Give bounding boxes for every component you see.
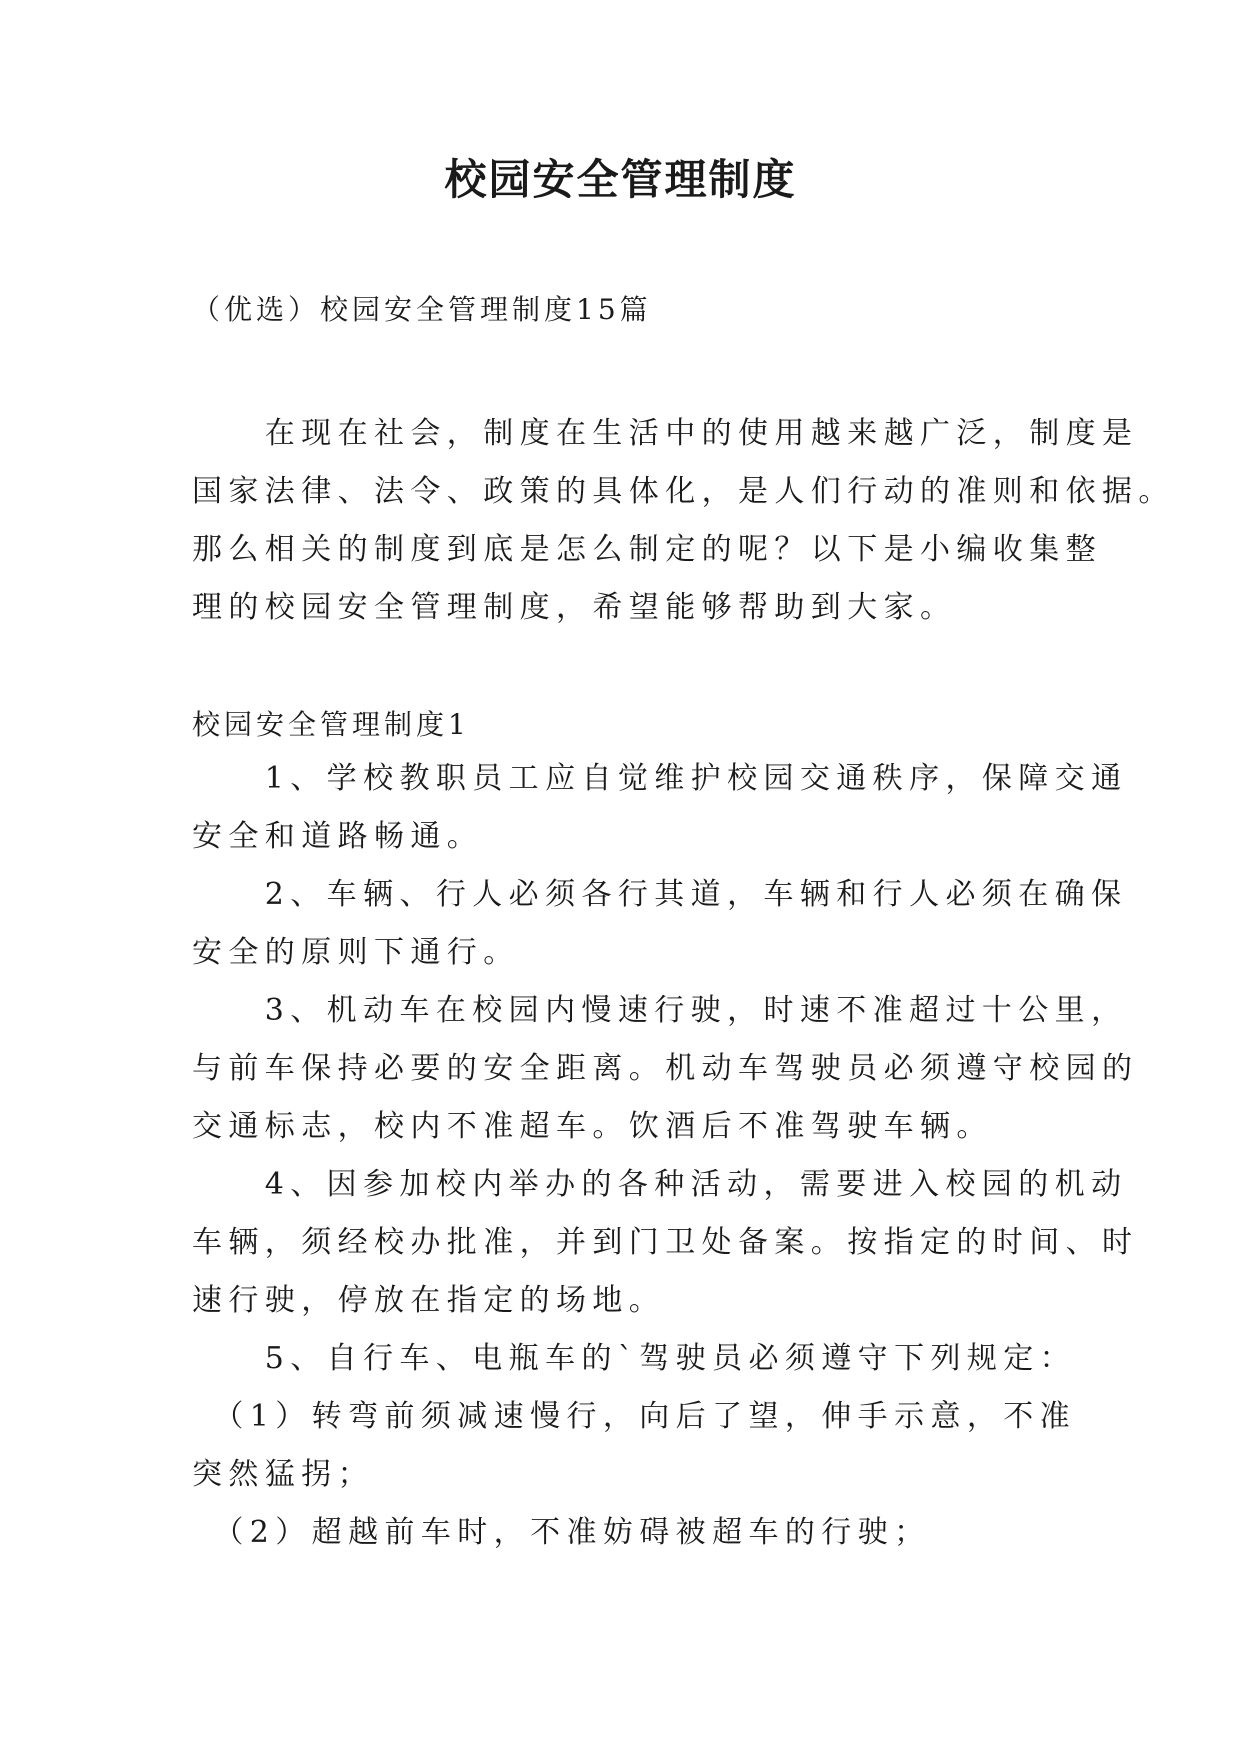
intro-paragraph bbox=[192, 405, 1175, 637]
rule-line: 安全的原则下通行。 bbox=[192, 935, 520, 970]
rule-line: 5、自行车、电瓶车的`驾驶员必须遵守下列规定： bbox=[192, 1341, 1077, 1376]
intro-line: 那么相关的制度到底是怎么制定的呢？以下是小编收集整 bbox=[192, 532, 1102, 567]
rule-line: 3、机动车在校园内慢速行驶，时速不准超过十公里， bbox=[192, 993, 1128, 1028]
sub-rule-1 bbox=[192, 1388, 1077, 1504]
document-title: 校园安全管理制度 bbox=[444, 155, 797, 204]
rule-line: 速行驶，停放在指定的场地。 bbox=[192, 1283, 666, 1318]
rule-line: 1、学校教职员工应自觉维护校园交通秩序，保障交通 bbox=[192, 761, 1128, 796]
rule-line: 交通标志，校内不准超车。饮酒后不准驾驶车辆。 bbox=[192, 1109, 993, 1144]
intro-line: 在现在社会，制度在生活中的使用越来越广泛，制度是 bbox=[192, 416, 1139, 451]
rule-line: 安全和道路畅通。 bbox=[192, 819, 484, 854]
sub-rule-2 bbox=[192, 1504, 1052, 1562]
rule-line: 2、车辆、行人必须各行其道，车辆和行人必须在确保 bbox=[192, 877, 1128, 912]
rule-line: 与前车保持必要的安全距离。机动车驾驶员必须遵守校园的 bbox=[192, 1051, 1139, 1086]
section-heading: 校园安全管理制度1 bbox=[192, 708, 470, 741]
rule-item-4 bbox=[192, 1156, 1139, 1330]
document-subtitle: （优选）校园安全管理制度15篇 bbox=[192, 293, 652, 326]
rule-line: 突然猛拐； bbox=[192, 1457, 374, 1492]
rule-line: 4、因参加校内举办的各种活动，需要进入校园的机动 bbox=[192, 1167, 1128, 1202]
rule-item-5 bbox=[192, 1330, 1077, 1388]
rule-item-2 bbox=[192, 866, 1128, 982]
intro-line: 国家法律、法令、政策的具体化，是人们行动的准则和依据。 bbox=[192, 474, 1175, 509]
rule-item-3 bbox=[192, 982, 1139, 1156]
rule-line: （2）超越前车时，不准妨碍被超车的行驶； bbox=[192, 1515, 931, 1550]
rule-item-1 bbox=[192, 750, 1128, 866]
rule-line: （1）转弯前须减速慢行，向后了望，伸手示意，不准 bbox=[192, 1399, 1077, 1434]
rule-line: 车辆，须经校办批准，并到门卫处备案。按指定的时间、时 bbox=[192, 1225, 1139, 1260]
intro-line: 理的校园安全管理制度，希望能够帮助到大家。 bbox=[192, 590, 957, 625]
